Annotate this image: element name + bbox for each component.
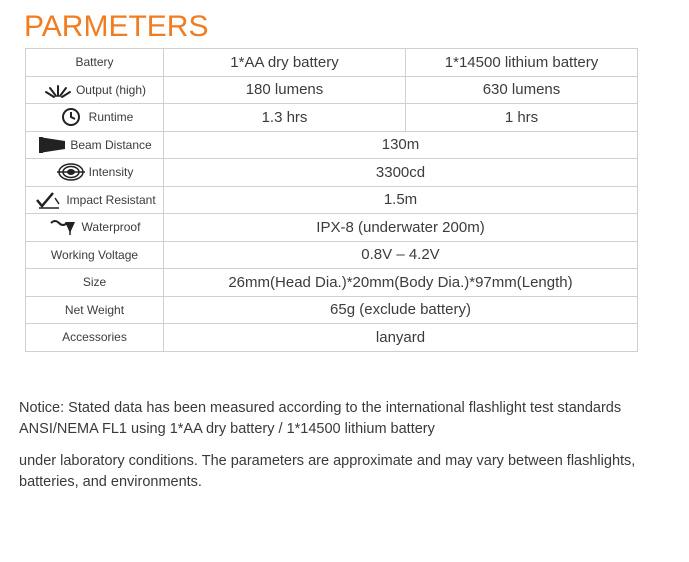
cell-value: 1 hrs — [406, 104, 638, 132]
table-row-impact-resistant — [26, 186, 638, 214]
cell-value: 1*14500 lithium battery — [406, 49, 638, 77]
cell-value: 1.5m — [164, 186, 638, 214]
cell-value: 1*AA dry battery — [164, 49, 406, 77]
row-label: Beam Distance — [70, 137, 152, 152]
row-label: Battery — [75, 55, 114, 70]
table-row-waterproof — [26, 214, 638, 242]
row-label: Output (high) — [75, 82, 147, 97]
cell-value: 630 lumens — [406, 76, 638, 104]
table-row-working-voltage — [26, 241, 638, 269]
table-row-battery — [26, 49, 638, 77]
page-title: PARMETERS — [24, 10, 209, 43]
row-label: Size — [82, 275, 107, 290]
cell-value: 1.3 hrs — [164, 104, 406, 132]
parameters-table — [25, 48, 638, 352]
light-burst-icon — [43, 80, 73, 100]
row-label: Waterproof — [81, 220, 141, 235]
table-row-beam-distance — [26, 131, 638, 159]
table-row-output — [26, 76, 638, 104]
impact-icon — [33, 190, 63, 210]
cell-value: 65g (exclude battery) — [164, 296, 638, 324]
cell-value: 180 lumens — [164, 76, 406, 104]
cell-value: 130m — [164, 131, 638, 159]
row-label: Impact Resistant — [66, 192, 156, 207]
table-row-runtime — [26, 104, 638, 132]
table-row-size — [26, 269, 638, 297]
row-label: Net Weight — [64, 302, 125, 317]
clock-icon — [56, 107, 86, 127]
row-label: Accessories — [62, 330, 127, 345]
cell-value: IPX-8 (underwater 200m) — [164, 214, 638, 242]
waterproof-icon — [49, 217, 79, 237]
notice-paragraph-1: Notice: Stated data has been measured according to the international flashlight test standards ANSI/NEMA FL1 using 1*AA dry battery / 1*14500 lithium battery — [19, 400, 622, 437]
intensity-icon — [56, 162, 86, 182]
row-label: Intensity — [88, 165, 134, 180]
cell-value: 0.8V – 4.2V — [164, 241, 638, 269]
cell-value: lanyard — [164, 324, 638, 352]
cell-value: 3300cd — [164, 159, 638, 187]
row-label: Runtime — [88, 110, 134, 125]
table-row-intensity — [26, 159, 638, 187]
table-row-accessories — [26, 324, 638, 352]
notice-paragraph-2: under laboratory conditions. The parameters are approximate and may vary between flashlights, batteries, and environments. — [19, 453, 636, 490]
beam-icon — [37, 135, 67, 155]
row-label: Working Voltage — [50, 247, 139, 262]
cell-value: 26mm(Head Dia.)*20mm(Body Dia.)*97mm(Length) — [164, 269, 638, 297]
table-row-net-weight — [26, 296, 638, 324]
